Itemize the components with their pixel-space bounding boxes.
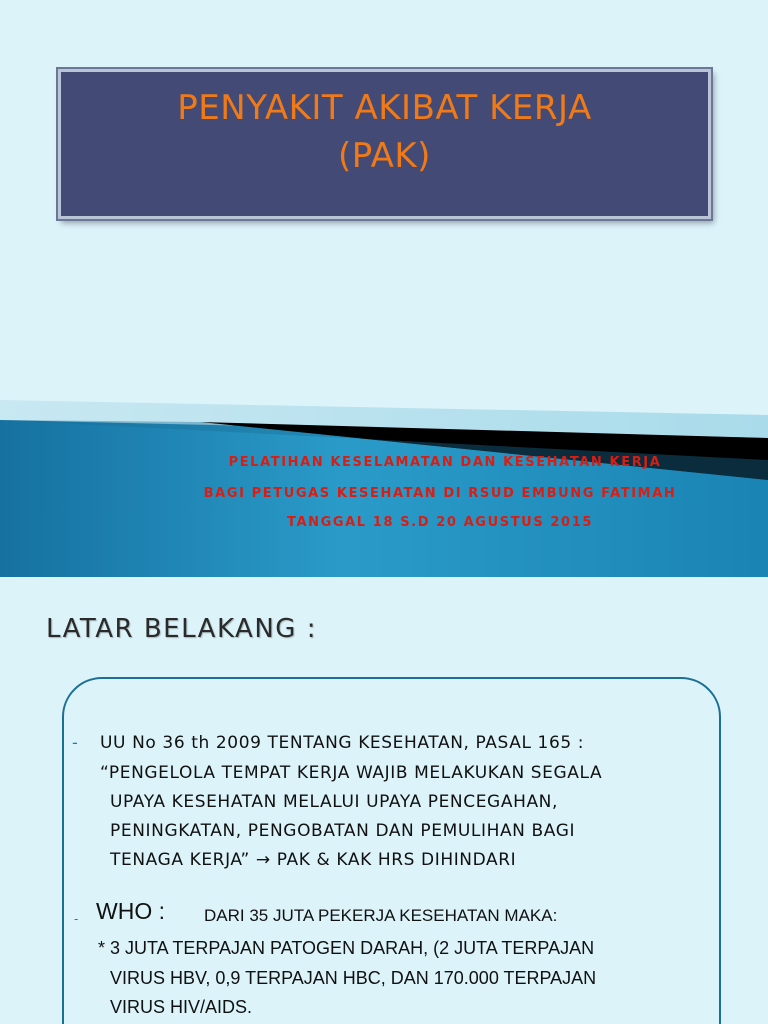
bullet-marker-1: - xyxy=(72,733,78,752)
subtitle-line-2: BAGI PETUGAS KESEHATAN DI RSUD EMBUNG FATIMAH xyxy=(203,486,677,501)
title-line-2: (PAK) xyxy=(338,136,431,176)
bullet2-line-2: VIRUS HBV, 0,9 TERPAJAN HBC, DAN 170.000 TERPAJAN xyxy=(110,968,597,988)
bullet2-line-1: * 3 JUTA TERPAJAN PATOGEN DARAH, (2 JUTA TERPAJAN xyxy=(98,938,595,958)
bullet1-line-2: “PENGELOLA TEMPAT KERJA WAJIB MELAKUKAN SEGALA xyxy=(100,763,603,783)
bullet1-line-3: UPAYA KESEHATAN MELALUI UPAYA PENCEGAHAN, xyxy=(110,792,558,812)
content-slide xyxy=(0,590,768,1024)
subtitle-line-3: TANGGAL 18 S.D 20 AGUSTUS 2015 xyxy=(286,515,593,530)
bullet2-line-3: VIRUS HIV/AIDS. xyxy=(110,997,253,1017)
title-line-1: PENYAKIT AKIBAT KERJA xyxy=(177,88,592,128)
who-text: DARI 35 JUTA PEKERJA KESEHATAN MAKA: xyxy=(204,906,558,925)
who-label: WHO : xyxy=(96,898,165,924)
bullet1-line-5: TENAGA KERJA” → PAK & KAK HRS DIHINDARI xyxy=(110,850,517,870)
subtitle-line-1: PELATIHAN KESELAMATAN DAN KESEHATAN KERJA xyxy=(228,455,662,470)
content-box xyxy=(62,677,721,1024)
title-box xyxy=(58,69,711,219)
bullet1-line-1: UU No 36 th 2009 TENTANG KESEHATAN, PASAL 165 : xyxy=(100,733,585,753)
bullet1-line-4: PENINGKATAN, PENGOBATAN DAN PEMULIHAN BAGI xyxy=(110,821,576,841)
section-heading: LATAR BELAKANG : xyxy=(46,614,317,644)
bullet-marker-2: - xyxy=(74,912,79,926)
